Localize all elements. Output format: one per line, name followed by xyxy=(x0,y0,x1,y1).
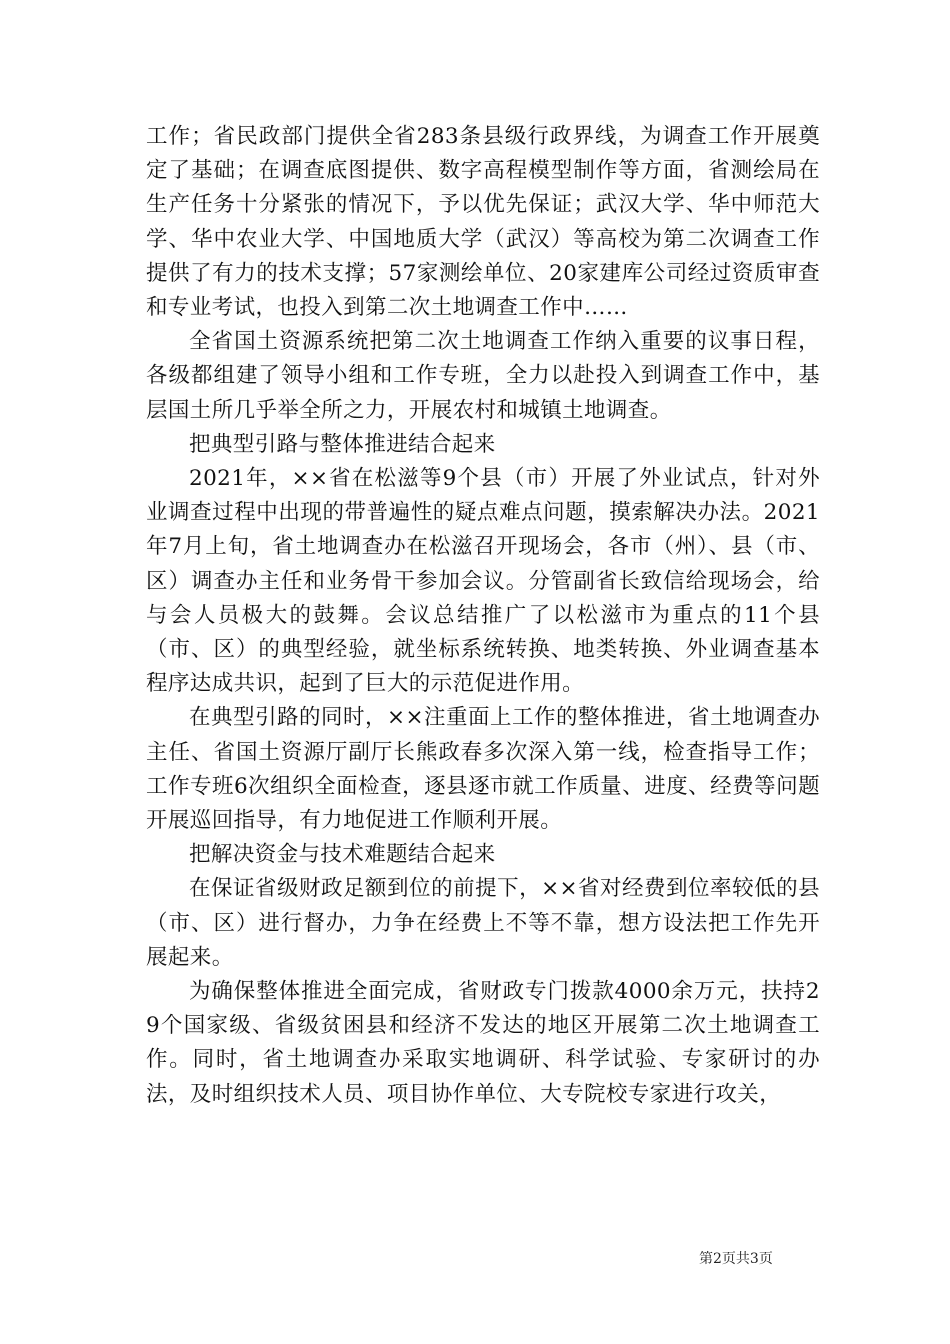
paragraph-3: 2021年，××省在松滋等9个县（市）开展了外业试点，针对外业调查过程中出现的带普遍性的疑点难点问题，摸索解决办法。2021年7月上旬，省土地调查办在松滋召开现场会，各市（州）、县（市、区）调查办主任和业务骨干参加会议。分管副省长致信给现场会，给与会人员极大的鼓舞。会议总结推广了以松滋市为重点的11个县（市、区）的典型经验，就坐标系统转换、地类转换、外业调查基本程序达成共识，起到了巨大的示范促进作用。 xyxy=(146,466,820,697)
paragraph-2: 全省国土资源系统把第二次土地调查工作纳入重要的议事日程，各级都组建了领导小组和工作专班，全力以赴投入到调查工作中，基层国土所几乎举全所之力，开展农村和城镇土地调查。 xyxy=(146,329,820,423)
page-number: 第2页共3页 xyxy=(699,1251,773,1267)
paragraph-5: 在保证省级财政足额到位的前提下，××省对经费到位率较低的县（市、区）进行督办，力争在经费上不等不靠，想方设法把工作先开展起来。 xyxy=(146,876,820,970)
section-heading-2: 把解决资金与技术难题结合起来 xyxy=(189,842,496,868)
paragraph-4: 在典型引路的同时，××注重面上工作的整体推进，省土地调查办主任、省国土资源厅副厅长熊政春多次深入第一线，检查指导工作；工作专班6次组织全面检查，逐县逐市就工作质量、进度、经费等问题开展巡回指导，有力地促进工作顺利开展。 xyxy=(146,705,820,834)
document-body xyxy=(146,120,820,1112)
paragraph-6: 为确保整体推进全面完成，省财政专门拨款4000余万元，扶持29个国家级、省级贫困县和经济不发达的地区开展第二次土地调查工作。同时，省土地调查办采取实地调研、科学试验、专家研讨的办法，及时组织技术人员、项目协作单位、大专院校专家进行攻关， xyxy=(146,979,820,1107)
paragraph-1: 工作；省民政部门提供全省283条县级行政界线，为调查工作开展奠定了基础；在调查底图提供、数字高程模型制作等方面，省测绘局在生产任务十分紧张的情况下，予以优先保证；武汉大学、华中师范大学、华中农业大学、中国地质大学（武汉）等高校为第二次调查工作提供了有力的技术支撑；57家测绘单位、20家建库公司经过资质审查和专业考试，也投入到第二次土地调查工作中…… xyxy=(146,124,820,321)
section-heading-1: 把典型引路与整体推进结合起来 xyxy=(189,431,496,457)
